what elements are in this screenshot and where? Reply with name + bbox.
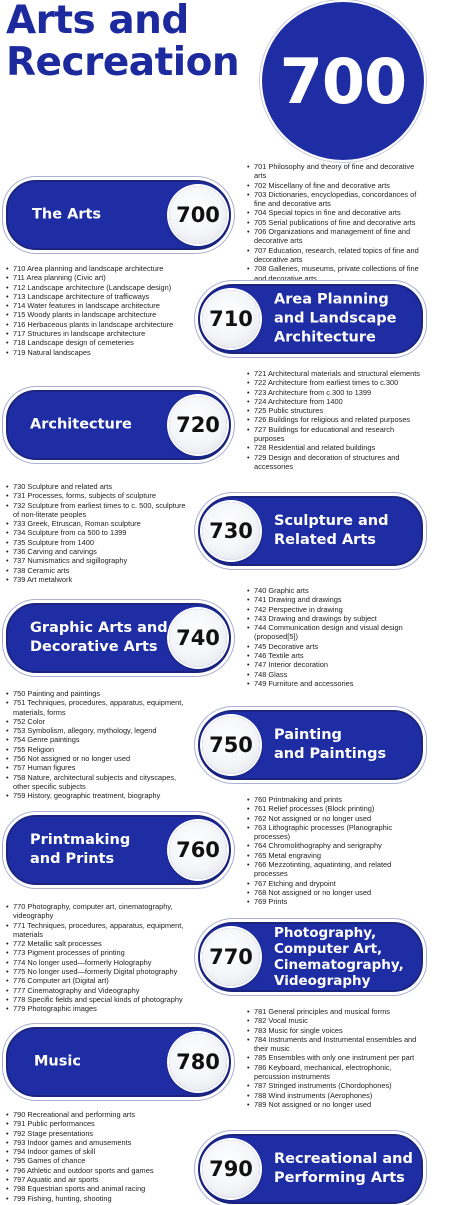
section-label: Sculpture and Related Arts xyxy=(274,513,389,548)
list-item: • 744 Communication design and visual design (proposed[5]) xyxy=(247,623,422,642)
section-number-badge: 790 xyxy=(202,1140,260,1198)
list-item: • 755 Religion xyxy=(6,745,189,754)
list-item: • 789 Not assigned or no longer used xyxy=(247,1100,422,1109)
list-item: • 735 Sculpture from 1400 xyxy=(6,538,189,547)
list-item: • 753 Symbolism, allegory, mythology, legend xyxy=(6,726,189,735)
section-list-700 xyxy=(247,162,422,292)
list-item: • 717 Structures in landscape architecture xyxy=(6,329,189,338)
page-title-line1: Arts and xyxy=(6,0,189,43)
list-item: • 791 Public performances xyxy=(6,1119,189,1128)
list-item: • 713 Landscape architecture of trafficways xyxy=(6,292,189,301)
section-number-badge: 710 xyxy=(202,290,260,348)
list-item: • 768 Not assigned or no longer used xyxy=(247,888,422,897)
list-item: • 770 Photography, computer art, cinematography, videography xyxy=(6,902,196,921)
list-item: • 751 Techniques, procedures, apparatus, equipment, materials, forms xyxy=(6,698,189,717)
page-title xyxy=(6,0,239,84)
section-list-740 xyxy=(247,586,422,688)
list-item: • 716 Herbaceous plants in landscape architecture xyxy=(6,320,189,329)
list-item: • 708 Galleries, museums, private collections of fine and decorative arts xyxy=(247,264,422,283)
list-item: • 787 Stringed instruments (Chordophones) xyxy=(247,1081,422,1090)
list-item: • 746 Textile arts xyxy=(247,651,422,660)
section-number-badge: 740 xyxy=(169,609,227,667)
list-item: • 754 Genre paintings xyxy=(6,735,189,744)
list-item: • 712 Landscape architecture (Landscape design) xyxy=(6,283,189,292)
list-item: • 772 Metallic salt processes xyxy=(6,939,196,948)
section-list-780 xyxy=(247,1007,422,1109)
list-item: • 748 Glass xyxy=(247,670,422,679)
list-item: • 704 Special topics in fine and decorative arts xyxy=(247,208,422,217)
list-item: • 783 Music for single voices xyxy=(247,1026,422,1035)
list-item: • 776 Computer art (Digital art) xyxy=(6,976,196,985)
list-item: • 769 Prints xyxy=(247,897,422,906)
list-item: • 732 Sculpture from earliest times to c. 500, sculpture of non-literate peoples xyxy=(6,501,189,520)
list-item: • 798 Equestrian sports and animal racing xyxy=(6,1184,189,1193)
section-pill-790 xyxy=(198,1134,423,1204)
list-item: • 779 Photographic images xyxy=(6,1004,196,1013)
list-item: • 794 Indoor games of skill xyxy=(6,1147,189,1156)
section-number-badge: 780 xyxy=(169,1033,227,1091)
list-item: • 730 Sculpture and related arts xyxy=(6,482,189,491)
section-label: Recreational and Performing Arts xyxy=(274,1151,413,1186)
list-item: • 706 Organizations and management of fine and decorative arts xyxy=(247,227,422,246)
list-item: • 785 Ensembles with only one instrument per part xyxy=(247,1053,422,1062)
list-item: • 743 Drawing and drawings by subject xyxy=(247,614,422,623)
list-item: • 750 Painting and paintings xyxy=(6,689,189,698)
list-item: • 749 Furniture and accessories xyxy=(247,679,422,688)
list-item: • 775 No longer used—formerly Digital photography xyxy=(6,967,196,976)
section-label: Photography, Computer Art, Cinematography, Videography xyxy=(274,925,404,989)
section-pill-760 xyxy=(6,815,231,885)
list-item: • 764 Chromolithography and serigraphy xyxy=(247,841,422,850)
list-item: • 731 Processes, forms, subjects of sculpture xyxy=(6,491,189,500)
list-item: • 796 Athletic and outdoor sports and games xyxy=(6,1166,189,1175)
section-pill-700 xyxy=(6,180,231,250)
section-label: Printmaking and Prints xyxy=(30,832,131,867)
section-label: Architecture xyxy=(30,416,132,433)
list-item: • 793 Indoor games and amusements xyxy=(6,1138,189,1147)
list-item: • 747 Interior decoration xyxy=(247,660,422,669)
list-item: • 797 Aquatic and air sports xyxy=(6,1175,189,1184)
list-item: • 723 Architecture from c.300 to 1399 xyxy=(247,388,422,397)
list-item: • 725 Public structures xyxy=(247,406,422,415)
list-item: • 719 Natural landscapes xyxy=(6,348,189,357)
list-item: • 752 Color xyxy=(6,717,189,726)
section-pill-740 xyxy=(6,603,231,673)
section-number-badge: 730 xyxy=(202,502,260,560)
section-number-badge: 760 xyxy=(169,821,227,879)
section-pill-730 xyxy=(198,496,423,566)
section-pill-720 xyxy=(6,390,231,460)
list-item: • 786 Keyboard, mechanical, electrophonic, percussion instruments xyxy=(247,1063,422,1082)
list-item: • 774 No longer used—formerly Holography xyxy=(6,958,196,967)
list-item: • 737 Numismatics and sigillography xyxy=(6,556,189,565)
list-item: • 795 Games of chance xyxy=(6,1156,189,1165)
list-item: • 738 Ceramic arts xyxy=(6,566,189,575)
list-item: • 781 General principles and musical forms xyxy=(247,1007,422,1016)
list-item: • 760 Printmaking and prints xyxy=(247,795,422,804)
list-item: • 741 Drawing and drawings xyxy=(247,595,422,604)
list-item: • 729 Design and decoration of structures and accessories xyxy=(247,453,422,472)
section-number-badge: 770 xyxy=(202,928,260,986)
list-item: • 703 Dictionaries, encyclopedias, concordances of fine and decorative arts xyxy=(247,190,422,209)
list-item: • 761 Relief processes (Block printing) xyxy=(247,804,422,813)
section-list-760 xyxy=(247,795,422,907)
list-item: • 736 Carving and carvings xyxy=(6,547,189,556)
section-number-badge: 700 xyxy=(169,186,227,244)
list-item: • 702 Miscellany of fine and decorative arts xyxy=(247,181,422,190)
list-item: • 782 Vocal music xyxy=(247,1016,422,1025)
section-pill-780 xyxy=(6,1027,231,1097)
list-item: • 722 Architecture from earliest times to c.300 xyxy=(247,378,422,387)
section-list-750 xyxy=(6,689,189,801)
list-item: • 766 Mezzotinting, aquatinting, and related processes xyxy=(247,860,422,879)
list-item: • 778 Specific fields and special kinds of photography xyxy=(6,995,196,1004)
section-label: Graphic Arts and Decorative Arts xyxy=(30,620,168,655)
section-list-770 xyxy=(6,902,196,1014)
list-item: • 742 Perspective in drawing xyxy=(247,605,422,614)
list-item: • 726 Buildings for religious and related purposes xyxy=(247,415,422,424)
list-item: • 763 Lithographic processes (Planographic processes) xyxy=(247,823,422,842)
list-item: • 762 Not assigned or no longer used xyxy=(247,814,422,823)
section-pill-770 xyxy=(198,922,423,992)
section-label: Painting and Paintings xyxy=(274,727,387,762)
list-item: • 710 Area planning and landscape architecture xyxy=(6,264,189,273)
list-item: • 701 Philosophy and theory of fine and decorative arts xyxy=(247,162,422,181)
list-item: • 707 Education, research, related topics of fine and decorative arts xyxy=(247,246,422,265)
list-item: • 773 Pigment processes of printing xyxy=(6,948,196,957)
section-label: The Arts xyxy=(32,206,102,223)
list-item: • 788 Wind instruments (Aerophones) xyxy=(247,1091,422,1100)
section-label: Music xyxy=(34,1053,81,1070)
list-item: • 758 Nature, architectural subjects and cityscapes, other specific subjects xyxy=(6,773,189,792)
list-item: • 767 Etching and drypoint xyxy=(247,879,422,888)
list-item: • 799 Fishing, hunting, shooting xyxy=(6,1194,189,1203)
list-item: • 714 Water features in landscape architecture xyxy=(6,301,189,310)
section-pill-750 xyxy=(198,710,423,780)
list-item: • 715 Woody plants in landscape architecture xyxy=(6,310,189,319)
list-item: • 792 Stage presentations xyxy=(6,1129,189,1138)
list-item: • 721 Architectural materials and structural elements xyxy=(247,369,422,378)
list-item: • 745 Decorative arts xyxy=(247,642,422,651)
list-item: • 790 Recreational and performing arts xyxy=(6,1110,189,1119)
list-item: • 777 Cinematography and Videography xyxy=(6,986,196,995)
list-item: • 728 Residential and related buildings xyxy=(247,443,422,452)
list-item: • 757 Human figures xyxy=(6,763,189,772)
section-number-badge: 750 xyxy=(202,716,260,774)
list-item: • 733 Greek, Etruscan, Roman sculpture xyxy=(6,519,189,528)
page-title-line2: Recreation xyxy=(6,40,240,85)
list-item: • 771 Techniques, procedures, apparatus, equipment, materials xyxy=(6,921,196,940)
list-item: • 739 Art metalwork xyxy=(6,575,189,584)
section-list-730 xyxy=(6,482,189,584)
list-item: • 711 Area planning (Civic art) xyxy=(6,273,189,282)
section-list-790 xyxy=(6,1110,189,1203)
section-pill-710 xyxy=(198,284,423,354)
section-list-710 xyxy=(6,264,189,357)
section-label: Area Planning and Landscape Architecture xyxy=(274,291,397,346)
class-number-badge: 700 xyxy=(262,2,424,160)
section-list-720 xyxy=(247,369,422,471)
list-item: • 784 Instruments and Instrumental ensembles and their music xyxy=(247,1035,422,1054)
section-number-badge: 720 xyxy=(169,396,227,454)
list-item: • 759 History, geographic treatment, biography xyxy=(6,791,189,800)
list-item: • 756 Not assigned or no longer used xyxy=(6,754,189,763)
list-item: • 740 Graphic arts xyxy=(247,586,422,595)
list-item: • 724 Architecture from 1400 xyxy=(247,397,422,406)
list-item: • 734 Sculpture from ca 500 to 1399 xyxy=(6,528,189,537)
list-item: • 705 Serial publications of fine and decorative arts xyxy=(247,218,422,227)
list-item: • 727 Buildings for educational and research purposes xyxy=(247,425,422,444)
list-item: • 718 Landscape design of cemeteries xyxy=(6,338,189,347)
list-item: • 765 Metal engraving xyxy=(247,851,422,860)
